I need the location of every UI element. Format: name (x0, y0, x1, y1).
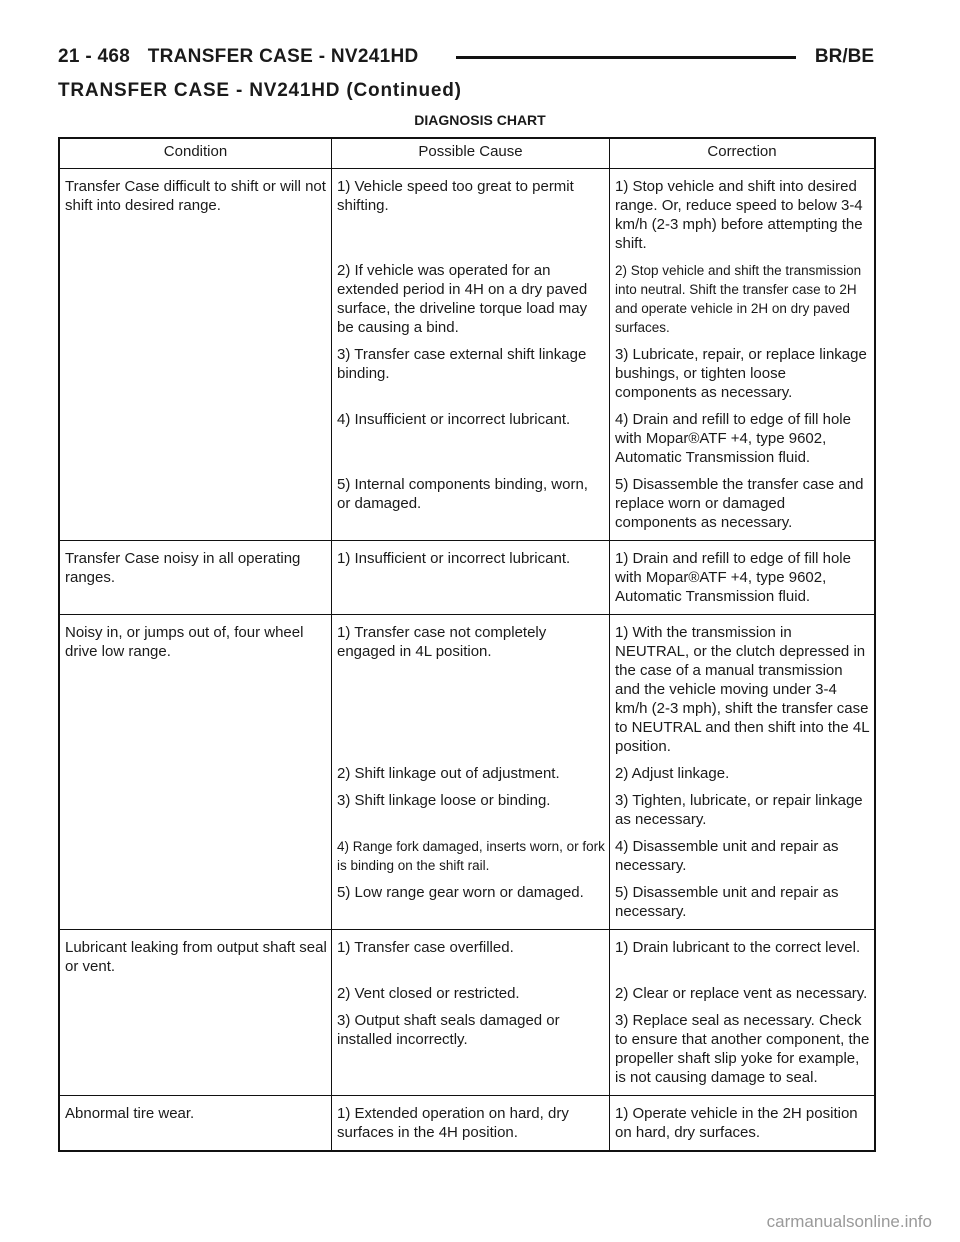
correction-cell: 5) Disassemble unit and repair as necessary. (610, 883, 876, 930)
column-header-correction: Correction (610, 138, 876, 169)
correction-cell: 5) Disassemble the transfer case and replace worn or damaged components as necessary. (610, 475, 876, 541)
correction-cell: 4) Drain and refill to edge of fill hole with Mopar®ATF +4, type 9602, Automatic Transmission fluid. (615, 411, 851, 466)
table-row (59, 837, 875, 883)
table-row (59, 410, 875, 475)
table-row (59, 764, 875, 791)
header-model: BR/BE (814, 46, 874, 67)
correction-cell: 3) Tighten, lubricate, or repair linkage as necessary. (615, 792, 863, 828)
table-row (59, 1011, 875, 1096)
condition-cell: Transfer Case noisy in all operating ranges. (59, 541, 332, 615)
table-header-row (59, 138, 875, 169)
condition-cell: Abnormal tire wear. (59, 1096, 332, 1152)
cause-cell: 5) Internal components binding, worn, or damaged. (332, 475, 610, 541)
table-row (59, 791, 875, 837)
cause-cell: 2) Shift linkage out of adjustment. (332, 764, 610, 791)
diagnosis-table (58, 137, 876, 1152)
header-rule (456, 56, 796, 59)
cause-cell: 1) Vehicle speed too great to permit shifting. (332, 169, 610, 262)
table-row (59, 883, 875, 930)
condition-cell (59, 410, 332, 475)
cause-cell: 2) Vent closed or restricted. (332, 984, 610, 1011)
condition-cell (59, 837, 332, 883)
correction-cell: 2) Adjust linkage. (615, 765, 730, 782)
header-left (58, 46, 431, 68)
condition-cell (59, 984, 332, 1011)
table-row (59, 984, 875, 1011)
table-row (59, 345, 875, 410)
correction-cell: 4) Disassemble unit and repair as necessary. (615, 838, 839, 874)
table-row (59, 930, 875, 985)
table-row (59, 169, 875, 262)
cause-cell: 1) Transfer case overfilled. (332, 930, 610, 985)
correction-cell: 2) Clear or replace vent as necessary. (615, 985, 868, 1002)
condition-cell (59, 764, 332, 791)
condition-cell (59, 475, 332, 541)
correction-cell: 1) Stop vehicle and shift into desired range. Or, reduce speed to below 3-4 km/h (2-3 mph) before attempting the shift. (615, 178, 863, 252)
condition-cell (59, 345, 332, 410)
page-number: 21 - 468 (58, 46, 131, 67)
correction-cell: 1) Drain and refill to edge of fill hole with Mopar®ATF +4, type 9602, Automatic Transmission fluid. (610, 541, 876, 615)
condition-cell: Lubricant leaking from output shaft seal or vent. (59, 930, 332, 985)
chart-title: DIAGNOSIS CHART (414, 112, 546, 128)
cause-cell: 2) If vehicle was operated for an extended period in 4H on a dry paved surface, the driveline torque load may be causing a bind. (332, 261, 610, 345)
correction-cell: 2) Stop vehicle and shift the transmission into neutral. Shift the transfer case to 2H and operate vehicle in 2H on dry paved surfaces. (615, 263, 862, 335)
cause-cell: 1) Insufficient or incorrect lubricant. (332, 541, 610, 615)
table-row (59, 541, 875, 615)
page-header (58, 46, 874, 70)
watermark: carmanualsonline.info (766, 1212, 932, 1231)
cause-cell: 1) Extended operation on hard, dry surfaces in the 4H position. (332, 1096, 610, 1152)
cause-cell: 4) Insufficient or incorrect lubricant. (332, 410, 610, 475)
table-row (59, 261, 875, 345)
cause-cell: 4) Range fork damaged, inserts worn, or fork is binding on the shift rail. (332, 837, 610, 883)
correction-cell: 3) Lubricate, repair, or replace linkage bushings, or tighten loose components as necessary. (615, 346, 867, 401)
cause-cell: 3) Shift linkage loose or binding. (332, 791, 610, 837)
correction-cell: 1) Drain lubricant to the correct level. (615, 939, 861, 956)
condition-cell (59, 1011, 332, 1096)
column-header-cause: Possible Cause (332, 138, 610, 169)
header-section: TRANSFER CASE - NV241HD (147, 46, 419, 67)
column-header-condition: Condition (59, 138, 332, 169)
correction-cell: 1) Operate vehicle in the 2H position on hard, dry surfaces. (615, 1105, 858, 1141)
table-row (59, 475, 875, 541)
condition-cell (59, 883, 332, 930)
correction-cell: 1) With the transmission in NEUTRAL, or the clutch depressed in the case of a manual transmission and the vehicle moving under 3-4 km/h (2-3 mph), shift the transfer case to NEUTRAL and then shift into the 4L position. (615, 624, 870, 755)
cause-cell: 3) Transfer case external shift linkage binding. (332, 345, 610, 410)
condition-cell (59, 261, 332, 345)
condition-cell (59, 791, 332, 837)
section-title: TRANSFER CASE - NV241HD (Continued) (58, 80, 462, 101)
cause-cell: 3) Output shaft seals damaged or installed incorrectly. (332, 1011, 610, 1096)
cause-cell: 1) Transfer case not completely engaged in 4L position. (332, 615, 610, 765)
cause-cell: 5) Low range gear worn or damaged. (332, 883, 610, 930)
correction-cell: 3) Replace seal as necessary. Check to ensure that another component, the propeller shaft slip yoke for example, is not causing damage to seal. (610, 1011, 876, 1096)
condition-cell: Noisy in, or jumps out of, four wheel drive low range. (59, 615, 332, 765)
table-row (59, 615, 875, 765)
table-row (59, 1096, 875, 1152)
condition-cell: Transfer Case difficult to shift or will not shift into desired range. (59, 169, 332, 262)
